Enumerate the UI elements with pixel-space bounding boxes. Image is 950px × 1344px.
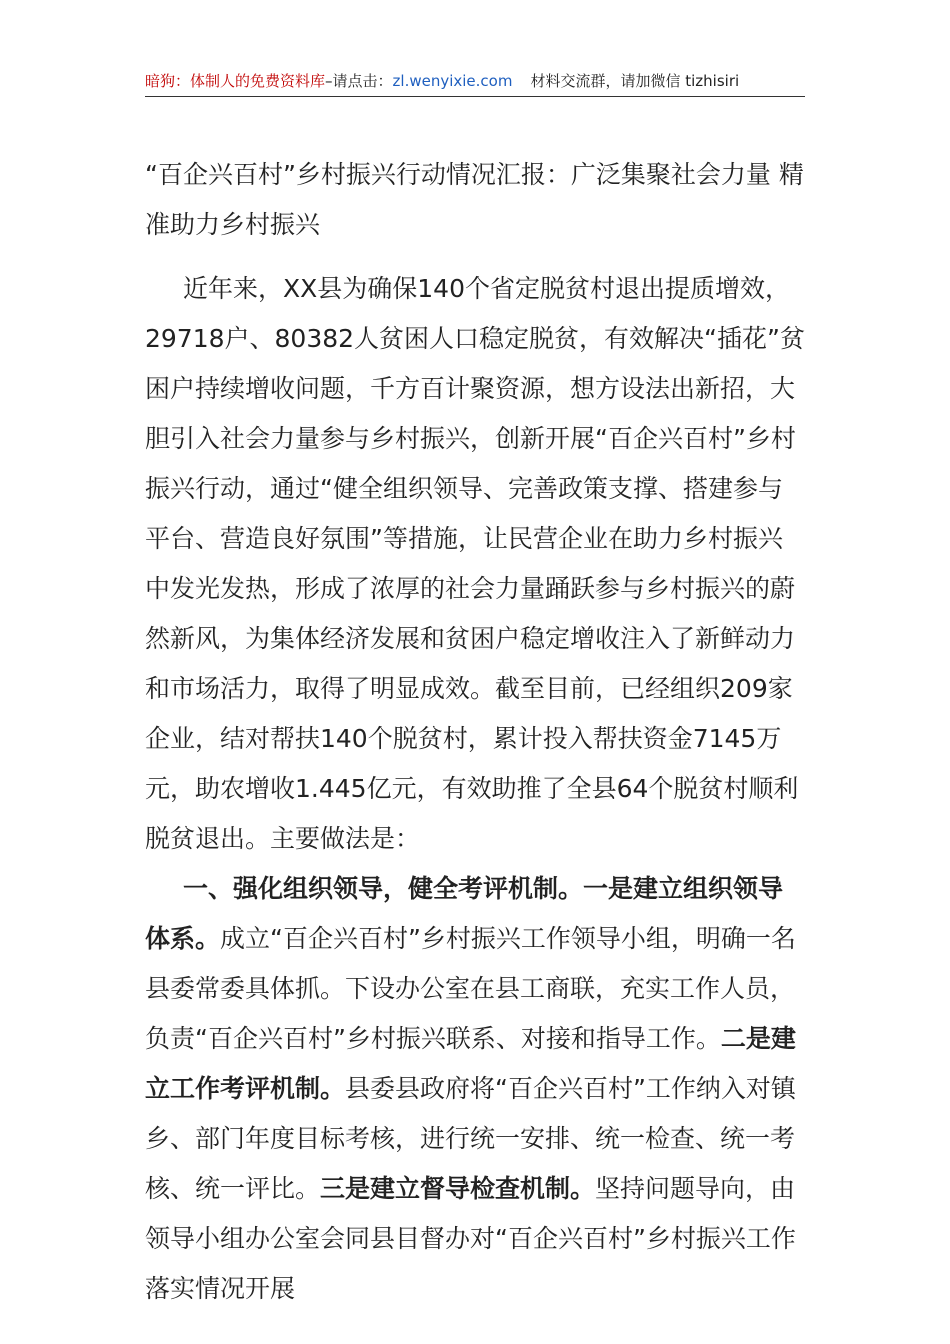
document-header [145,68,805,97]
header-prompt: –请点击： [325,72,393,90]
section1-sub2-heading: 二是建立工作考评机制。 [145,1024,796,1103]
section1-sub1-heading: 一是建立组织领导体系。 [145,874,784,953]
document-body [145,150,805,1314]
section1-heading: 一、强化组织领导，健全考评机制。 [183,874,584,903]
header-contact: 材料交流群，请加微信 tizhisiri [530,72,740,90]
section1-sub3-heading: 三是建立督导检查机制。 [320,1174,596,1203]
header-url-link[interactable]: zl.wenyixie.com [392,72,513,90]
section1-paragraph [145,864,805,1314]
document-title: “百企兴百村”乡村振兴行动情况汇报：广泛集聚社会力量 精准助力乡村振兴 [145,160,804,239]
section1-sub1-text: 成立“百企兴百村”乡村振兴工作领导小组，明确一名县委常委具体抓。下设办公室在县工商联，充实工作人员，负责“百企兴百村”乡村振兴联系、对接和指导工作。 [145,924,796,1053]
section1-sub2-text: 县委县政府将“百企兴百村”工作纳入对镇乡、部门年度目标考核，进行统一安排、统一检查、统一考核、统一评比。 [145,1074,796,1203]
intro-text: 近年来，XX县为确保140个省定脱贫村退出提质增效，29718户、80382人贫困人口稳定脱贫，有效解决“插花”贫困户持续增收问题，千方百计聚资源，想方设法出新招，大胆引入社会力量参与乡村振兴，创新开展“百企兴百村”乡村振兴行动，通过“健全组织领导、完善政策支撑、搭建参与平台、营造良好氛围”等措施，让民营企业在助力乡村振兴中发光发热，形成了浓厚的社会力量踊跃参与乡村振兴的蔚然新风，为集体经济发展和贫困户稳定增收注入了新鲜动力和市场活力，取得了明显成效。截至目前，已经组织209家企业，结对帮扶140个脱贫村，累计投入帮扶资金7145万元，助农增收1.445亿元，有效助推了全县64个脱贫村顺利脱贫退出。主要做法是： [145,274,805,853]
intro-paragraph [145,264,805,864]
header-brand: 暗狗：体制人的免费资料库 [145,72,326,90]
section1-sub3-text: 坚持问题导向，由领导小组办公室会同县目督办对“百企兴百村”乡村振兴工作落实情况开展 [145,1174,796,1303]
